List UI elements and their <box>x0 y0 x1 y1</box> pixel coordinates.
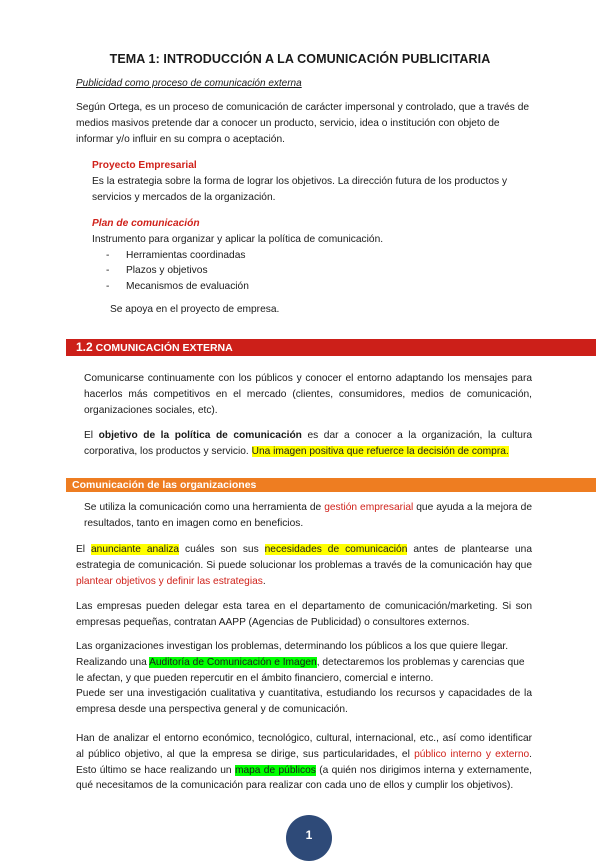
objetivo-bold: objetivo de la política de comunicación <box>98 430 302 441</box>
text-run: Se utiliza la comunicación como una herramienta de <box>84 502 325 513</box>
page-number-badge: 1 <box>286 815 332 861</box>
text-run: El <box>76 544 92 555</box>
text-line <box>76 655 532 687</box>
text-run: (a quién nos dirigimos interna y externamente, qué necesitamos de la comunicación para realizar con cada uno de ellos y cumplir los objetivos). <box>76 764 532 792</box>
text-run: que ayuda a la mejora de resultados, tanto en imagen como en beneficios. <box>84 502 532 529</box>
page-title: TEMA 1: INTRODUCCIÓN A LA COMUNICACIÓN PUBLICITARIA <box>109 52 491 66</box>
ext-paragraph-2 <box>84 428 532 460</box>
proyecto-block <box>92 158 532 205</box>
org-paragraph-3: Las empresas pueden delegar esta tarea en el departamento de comunicación/marketing. Si son empresas pequeñas, contratan AAPP (Agencias de Publicidad) o consultores externos. <box>76 601 532 628</box>
ext-paragraph-1: Comunicarse continuamente con los públicos y conocer el entorno adaptando los mensajes para hacerlos más competitivos en el mercado (clientes, consumidores, medios de comunicación, organizaciones sociales, etc). <box>84 373 532 416</box>
highlight-auditoria: Auditoría de Comunicación e Imagen <box>149 656 317 668</box>
proyecto-text: Es la estrategia sobre la forma de lograr los objetivos. La dirección futura de los productos y servicios y mercados de la organización. <box>92 175 508 203</box>
gestion-empresarial: gestión empresarial <box>324 502 414 513</box>
highlight-mapa-publicos: mapa de públicos <box>234 764 316 776</box>
text-run: Realizando una <box>76 656 150 668</box>
list-item: - Mecanismos de evaluación <box>92 279 532 295</box>
highlight-anunciante: anunciante analiza <box>91 544 180 555</box>
org-paragraph-5 <box>76 731 532 794</box>
text-run: antes de plantearse una estrategia de comunicación. Si puede solucionar los problemas a través de la comunicación hay que <box>76 544 532 571</box>
publico-interno-externo: público interno y externo <box>414 748 530 760</box>
text-run: Han de analizar el entorno económico, tecnológico, cultural, internacional, etc., así como identificar al público objetivo, al que la empresa se dirige, sus particularidades, el <box>76 733 532 760</box>
plan-heading: Plan de comunicación <box>92 218 200 229</box>
plantear-objetivos: plantear objetivos y definir las estrategias <box>76 575 263 587</box>
org-paragraph-1 <box>84 500 532 532</box>
text-run: es dar a conocer a la organización, la cultura corporativa, los productos y servicio. <box>84 430 533 457</box>
plan-text: Instrumento para organizar y aplicar la política de comunicación. <box>92 233 384 245</box>
highlight-imagen-positiva: Una imagen positiva que refuerce la decisión de compra. <box>251 445 509 457</box>
list-item: - Plazos y objetivos <box>92 263 532 279</box>
text-run: . Esto último se hace realizando un <box>76 748 533 776</box>
text-line: Las organizaciones investigan los problemas, determinando los públicos a los que quiere llegar. <box>76 641 509 652</box>
text-run: cuáles son sus <box>179 544 265 555</box>
plan-block <box>92 216 532 318</box>
list-item: - Herramientas coordinadas <box>92 248 532 264</box>
org-paragraph-4 <box>76 639 532 718</box>
subsection-header-organizaciones: Comunicación de las organizaciones <box>66 478 596 492</box>
proyecto-heading: Proyecto Empresarial <box>92 160 197 171</box>
plan-note: Se apoya en el proyecto de empresa. <box>110 304 280 316</box>
text-run: . <box>262 575 266 587</box>
org-paragraph-2 <box>76 542 532 589</box>
text-line: Puede ser una investigación cualitativa y cuantitativa, estudiando los recursos y capacidades de la empresa desde una perspectiva general y de comunicación. <box>76 688 532 716</box>
section-header-comunicacion-externa <box>66 339 596 356</box>
intro-paragraph: Según Ortega, es un proceso de comunicación de carácter impersonal y controlado, que a través de medios masivos pretende dar a conocer un producto, servicio, idea o institución con objeto de informar y/o influir en su compra o aceptación. <box>76 102 530 145</box>
subtitle: Publicidad como proceso de comunicación externa <box>76 78 302 89</box>
section-number: 1.2 <box>76 340 93 354</box>
highlight-necesidades: necesidades de comunicación <box>264 544 408 555</box>
section-label: COMUNICACIÓN EXTERNA <box>95 342 233 354</box>
plan-list <box>92 248 532 295</box>
text-run: El <box>84 430 99 441</box>
text-run: , detectaremos los problemas y carencias que le afectan, y que pueden repercutir en el ámbito financiero, comercial e interno. <box>76 656 525 684</box>
